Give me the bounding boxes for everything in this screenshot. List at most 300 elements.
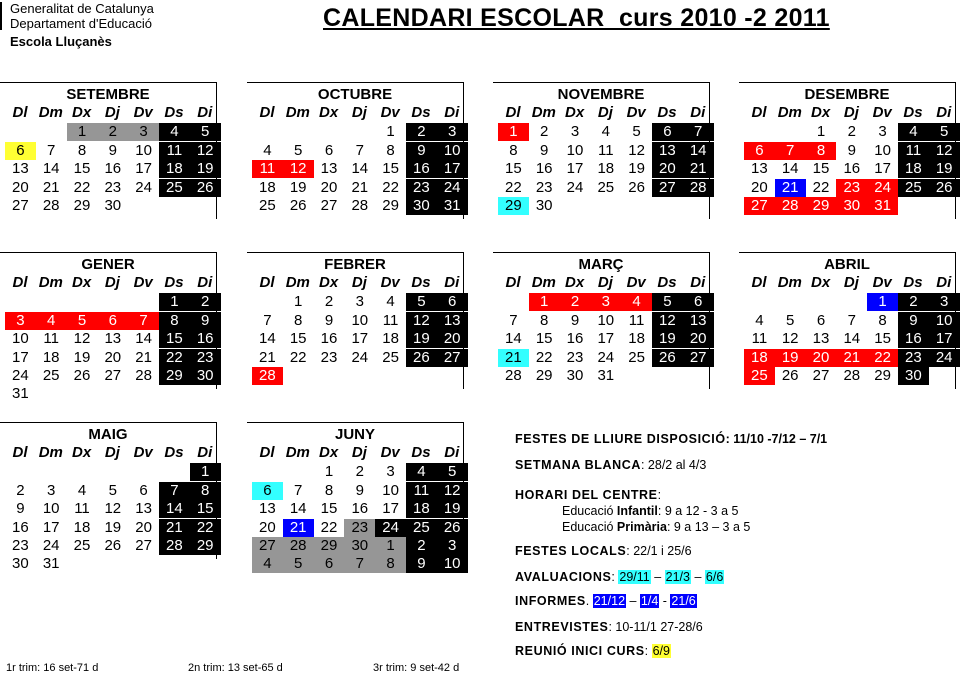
day-cell: 7 (355, 141, 364, 159)
day-cell: 25 (744, 367, 775, 385)
day-cell: 12 (190, 142, 221, 160)
day-cell: 23 (836, 179, 867, 197)
day-cell: 12 (929, 142, 960, 160)
day-cell: 21 (775, 179, 806, 197)
day-cell: 5 (652, 293, 683, 311)
day-cell: 24 (42, 537, 60, 555)
day-cell: 4 (898, 123, 929, 141)
day-cell: 19 (406, 330, 437, 348)
day-cell: 29 (73, 197, 91, 215)
day-cell: 11 (252, 160, 283, 178)
day-cell: 2 (406, 123, 437, 141)
day-header: Dm (531, 274, 556, 292)
day-cell: 21 (259, 348, 276, 366)
day-header: Ds (903, 104, 923, 122)
note-horari-colon: : (657, 488, 662, 502)
day-header: Di (197, 104, 213, 122)
day-cell: 5 (786, 311, 795, 329)
day-header: Dj (843, 104, 859, 122)
day-cell: 27 (12, 197, 29, 215)
day-cell: 25 (597, 178, 615, 196)
day-cell: 1 (294, 293, 303, 311)
day-cell: 12 (628, 141, 645, 159)
day-cell: 1 (324, 463, 334, 481)
day-cell: 27 (320, 197, 338, 215)
note-blanca (515, 458, 706, 472)
day-cell: 6 (683, 293, 714, 311)
note-reunio-colon: : (644, 644, 652, 658)
day-cell: 26 (781, 367, 799, 385)
day-header: Dv (872, 104, 892, 122)
day-cell: 6 (5, 142, 36, 160)
note-infantil-bold: Infantil (616, 504, 658, 518)
day-cell: 20 (12, 178, 29, 196)
day-cell: 21 (836, 349, 867, 367)
day-header: Dm (777, 104, 802, 122)
day-header: Di (197, 444, 213, 462)
day-cell: 6 (252, 482, 283, 500)
day-cell: 13 (104, 330, 122, 348)
day-cell: 30 (898, 367, 929, 385)
day-header: Ds (164, 104, 184, 122)
day-cell: 17 (874, 160, 891, 178)
day-cell: 15 (382, 160, 399, 178)
day-cell: 4 (755, 311, 764, 329)
day-header: Ds (411, 444, 431, 462)
day-header: Dx (811, 274, 831, 292)
day-cell: 2 (560, 293, 591, 311)
note-locals-value: : 22/1 i 25/6 (626, 544, 692, 558)
day-cell: 16 (535, 160, 553, 178)
day-cell: 14 (159, 500, 190, 518)
day-cell: 30 (12, 555, 29, 573)
day-cell: 13 (652, 142, 683, 160)
day-cell: 20 (259, 518, 276, 536)
note-aval-colon: : (611, 570, 619, 584)
day-cell: 29 (806, 197, 837, 215)
day-header: Dj (843, 274, 859, 292)
day-cell: 22 (159, 349, 190, 367)
day-cell: 16 (566, 330, 584, 348)
day-cell: 22 (867, 349, 898, 367)
day-cell-next-month: 1 (375, 537, 406, 555)
day-cell: 23 (12, 537, 29, 555)
day-cell: 11 (382, 311, 399, 329)
day-cell: 7 (47, 141, 56, 159)
day-cell: 25 (406, 519, 437, 537)
day-cell: 29 (498, 197, 529, 215)
day-header: Dm (285, 274, 310, 292)
day-cell: 2 (540, 123, 549, 141)
day-cell: 5 (190, 123, 221, 141)
note-blanca-value: : 28/2 al 4/3 (640, 458, 707, 472)
day-cell: 15 (289, 330, 307, 348)
day-cell: 8 (324, 481, 334, 499)
day-cell: 24 (135, 178, 152, 196)
month-name: MAIG (88, 426, 128, 443)
day-cell: 10 (874, 141, 891, 159)
day-cell: 11 (406, 482, 437, 500)
note-inf-label: INFORMES (515, 594, 586, 608)
note-blanca-label: SETMANA BLANCA (515, 458, 641, 472)
day-cell: 29 (535, 367, 553, 385)
day-cell-next-month: 7 (344, 555, 375, 573)
day-header: Dx (319, 274, 339, 292)
day-cell: 6 (816, 311, 826, 329)
day-cell: 6 (139, 481, 148, 499)
day-cell: 26 (652, 349, 683, 367)
day-cell: 14 (505, 330, 522, 348)
day-cell: 24 (12, 367, 29, 385)
day-cell: 27 (652, 179, 683, 197)
day-header: Dv (626, 274, 646, 292)
day-cell: 4 (621, 293, 652, 311)
day-cell: 7 (159, 482, 190, 500)
day-header: Dj (104, 274, 120, 292)
day-cell: 3 (128, 123, 159, 141)
aval-sep-2: – (690, 570, 705, 584)
day-cell: 5 (632, 123, 641, 141)
day-cell: 14 (135, 330, 152, 348)
day-header: Dl (751, 104, 767, 122)
day-header: Ds (164, 274, 184, 292)
page-title: CALENDARI ESCOLAR curs 2010 -2 2011 (323, 4, 830, 32)
day-cell: 28 (252, 367, 283, 385)
day-cell: 18 (42, 348, 60, 366)
day-cell-next-month: 5 (283, 555, 314, 573)
day-header: Dx (811, 104, 831, 122)
day-cell: 11 (628, 311, 645, 329)
month-name: FEBRER (324, 256, 386, 273)
day-cell: 3 (929, 293, 960, 311)
day-cell: 20 (652, 160, 683, 178)
day-cell: 19 (190, 160, 221, 178)
day-header: Dv (133, 274, 153, 292)
day-cell: 9 (540, 141, 549, 159)
day-cell: 23 (344, 519, 375, 537)
day-cell: 8 (190, 482, 221, 500)
day-cell: 21 (42, 178, 60, 196)
day-cell: 12 (104, 500, 122, 518)
day-cell: 2 (355, 463, 364, 481)
day-cell: 28 (683, 179, 714, 197)
day-cell: 11 (898, 142, 929, 160)
day-cell: 26 (104, 537, 122, 555)
day-cell: 26 (628, 178, 645, 196)
day-header: Dl (259, 104, 275, 122)
day-cell: 29 (874, 367, 891, 385)
inf-sep-1: – (626, 594, 640, 608)
day-header: Dv (380, 444, 400, 462)
day-cell: 28 (505, 367, 522, 385)
day-header: Dj (351, 274, 367, 292)
day-cell: 6 (97, 312, 128, 330)
day-cell: 25 (159, 179, 190, 197)
day-cell: 16 (190, 330, 221, 348)
day-cell: 24 (351, 348, 369, 366)
day-cell: 24 (867, 179, 898, 197)
day-cell: 22 (535, 348, 553, 366)
day-cell: 17 (42, 518, 60, 536)
month-name: JUNY (334, 426, 375, 443)
day-cell: 30 (406, 197, 437, 215)
day-cell: 10 (135, 141, 152, 159)
day-cell-next-month: 3 (437, 537, 468, 555)
day-cell: 23 (535, 178, 553, 196)
day-cell: 13 (12, 160, 29, 178)
day-cell: 3 (878, 123, 887, 141)
day-cell: 20 (437, 330, 468, 348)
day-cell: 14 (259, 330, 276, 348)
day-header: Dj (597, 104, 613, 122)
day-cell: 4 (263, 141, 272, 159)
day-cell: 14 (781, 160, 799, 178)
day-cell: 7 (847, 311, 856, 329)
day-cell: 15 (190, 500, 221, 518)
note-infantil-post: : 9 a 12 - 3 a 5 (657, 504, 739, 518)
day-cell: 7 (263, 311, 272, 329)
day-header: Dj (104, 444, 120, 462)
day-header: Dm (285, 444, 310, 462)
reunio-date: 6/9 (652, 644, 670, 658)
day-cell: 31 (42, 555, 60, 573)
day-cell: 18 (744, 349, 775, 367)
day-header: Di (197, 274, 213, 292)
day-cell: 17 (929, 330, 960, 348)
day-cell: 4 (386, 293, 395, 311)
day-cell: 29 (314, 537, 345, 555)
day-cell: 23 (104, 178, 122, 196)
day-cell: 24 (566, 178, 584, 196)
page-header (0, 0, 961, 60)
day-cell: 23 (190, 349, 221, 367)
day-cell: 24 (929, 349, 960, 367)
month-name: NOVEMBRE (557, 86, 645, 103)
note-primaria-pre: Educació (562, 520, 617, 534)
day-cell: 12 (652, 312, 683, 330)
day-header: Dx (565, 104, 585, 122)
day-cell: 8 (159, 312, 190, 330)
day-cell: 19 (775, 349, 806, 367)
day-cell: 11 (74, 500, 90, 518)
note-lliure-value: : 11/10 -7/12 – 7/1 (725, 432, 828, 446)
day-cell: 5 (437, 463, 468, 481)
day-cell: 6 (744, 142, 775, 160)
month-name: GENER (81, 256, 135, 273)
month-block (739, 252, 957, 390)
day-cell: 15 (874, 330, 891, 348)
day-cell: 19 (73, 348, 91, 366)
day-header: Di (444, 444, 460, 462)
note-reunio-label: REUNIÓ INICI CURS (515, 644, 645, 658)
day-cell: 22 (320, 518, 338, 536)
note-informes (515, 594, 697, 608)
day-cell: 28 (135, 367, 152, 385)
day-cell: 21 (159, 519, 190, 537)
day-cell: 16 (898, 330, 929, 348)
day-header: Di (936, 104, 952, 122)
day-cell: 27 (104, 367, 122, 385)
day-cell: 3 (355, 293, 364, 311)
note-entr-value: : 10-11/1 27-28/6 (608, 620, 703, 634)
day-cell: 14 (843, 330, 861, 348)
month-name: MARÇ (578, 256, 624, 273)
day-cell: 20 (320, 178, 338, 196)
day-cell: 5 (108, 481, 117, 499)
note-infantil (562, 504, 738, 518)
day-cell: 5 (929, 123, 960, 141)
day-cell: 11 (159, 142, 190, 160)
day-cell: 25 (898, 179, 929, 197)
day-cell: 22 (382, 178, 399, 196)
day-cell: 29 (190, 537, 221, 555)
day-header: Dx (565, 274, 585, 292)
day-cell: 20 (104, 348, 122, 366)
inf-sep-2: - (659, 594, 671, 608)
day-cell: 13 (135, 500, 152, 518)
day-cell: 18 (898, 160, 929, 178)
note-reunio (515, 644, 671, 658)
day-cell: 20 (751, 178, 768, 196)
day-header: Dm (531, 104, 556, 122)
day-header: Dv (626, 104, 646, 122)
day-cell: 3 (437, 123, 468, 141)
month-name: SETEMBRE (66, 86, 150, 103)
day-cell: 10 (597, 311, 615, 329)
day-cell: 9 (108, 141, 117, 159)
day-header: Dm (38, 274, 63, 292)
day-header: Dl (751, 274, 767, 292)
note-infantil-pre: Educació (562, 504, 617, 518)
day-cell: 27 (437, 349, 468, 367)
day-cell: 18 (406, 500, 437, 518)
day-cell: 30 (104, 197, 122, 215)
day-cell: 28 (775, 197, 806, 215)
day-header: Di (690, 274, 706, 292)
day-header: Dv (872, 274, 892, 292)
note-primaria-bold: Primària (616, 520, 667, 534)
day-cell: 8 (386, 141, 395, 159)
day-cell: 3 (5, 312, 36, 330)
day-cell: 21 (135, 348, 152, 366)
day-header: Dm (285, 104, 310, 122)
day-cell: 10 (12, 330, 29, 348)
informe-date-2: 1/4 (640, 594, 659, 608)
day-cell: 8 (509, 141, 518, 159)
day-cell: 18 (159, 160, 190, 178)
day-cell: 14 (683, 142, 714, 160)
day-cell: 16 (320, 330, 338, 348)
day-cell: 27 (135, 537, 152, 555)
day-cell: 1 (529, 293, 560, 311)
day-cell: 21 (683, 160, 714, 178)
day-cell: 7 (294, 481, 303, 499)
day-cell: 17 (597, 330, 615, 348)
day-cell: 14 (42, 160, 60, 178)
day-cell: 7 (775, 142, 806, 160)
day-cell: 6 (652, 123, 683, 141)
day-header: Dl (12, 104, 28, 122)
day-cell: 5 (406, 293, 437, 311)
day-cell: 25 (42, 367, 60, 385)
month-block (493, 82, 711, 220)
day-cell: 8 (806, 142, 837, 160)
day-header: Dm (38, 444, 63, 462)
day-cell: 2 (16, 481, 25, 499)
day-cell: 16 (12, 518, 29, 536)
day-cell: 3 (570, 123, 580, 141)
day-cell: 19 (652, 330, 683, 348)
day-cell: 1 (67, 123, 98, 141)
day-cell: 2 (847, 123, 856, 141)
day-header: Ds (164, 444, 184, 462)
note-horari-label: HORARI DEL CENTRE (515, 488, 658, 502)
day-cell: 14 (351, 160, 369, 178)
day-cell: 13 (751, 160, 768, 178)
day-cell: 23 (898, 349, 929, 367)
day-cell: 17 (351, 330, 369, 348)
day-cell: 12 (73, 330, 91, 348)
note-lliure-label: FESTES DE LLIURE DISPOSICIÓ (515, 432, 726, 446)
day-cell: 28 (159, 537, 190, 555)
day-cell: 22 (73, 178, 91, 196)
day-cell-next-month: 6 (314, 555, 345, 573)
gov-line-1: Generalitat de Catalunya (10, 1, 154, 16)
day-header: Dl (12, 444, 28, 462)
note-lliure (515, 432, 827, 446)
day-cell: 24 (437, 179, 468, 197)
day-cell: 15 (812, 160, 830, 178)
day-header: Ds (411, 274, 431, 292)
aval-date-3: 6/6 (705, 570, 724, 584)
day-cell: 30 (836, 197, 867, 215)
day-cell: 5 (67, 312, 98, 330)
day-header: Ds (657, 274, 677, 292)
day-cell: 16 (104, 160, 122, 178)
day-cell: 9 (16, 500, 25, 518)
day-cell: 1 (159, 293, 190, 311)
day-header: Dx (319, 104, 339, 122)
aval-date-2: 21/3 (665, 570, 690, 584)
day-cell: 9 (324, 311, 334, 329)
month-block (0, 422, 218, 573)
day-header: Ds (411, 104, 431, 122)
day-cell-next-month: 10 (437, 555, 468, 573)
aval-sep-1: – (650, 570, 665, 584)
day-cell: 13 (320, 160, 338, 178)
day-cell: 13 (812, 330, 830, 348)
day-cell: 3 (590, 293, 621, 311)
day-header: Dv (380, 274, 400, 292)
day-header: Ds (903, 274, 923, 292)
day-cell: 19 (628, 160, 645, 178)
day-cell: 17 (566, 160, 584, 178)
day-cell: 9 (355, 481, 364, 499)
day-cell: 16 (843, 160, 861, 178)
day-cell: 26 (73, 367, 91, 385)
day-cell: 4 (406, 463, 437, 481)
day-cell: 13 (259, 500, 276, 518)
day-cell: 25 (628, 348, 645, 366)
note-avaluacions (515, 570, 724, 584)
day-cell: 7 (509, 311, 518, 329)
day-cell: 30 (190, 367, 221, 385)
day-cell: 18 (382, 330, 399, 348)
day-cell: 18 (73, 518, 91, 536)
day-cell: 28 (283, 537, 314, 555)
day-cell: 18 (597, 160, 615, 178)
day-cell: 5 (294, 141, 303, 159)
